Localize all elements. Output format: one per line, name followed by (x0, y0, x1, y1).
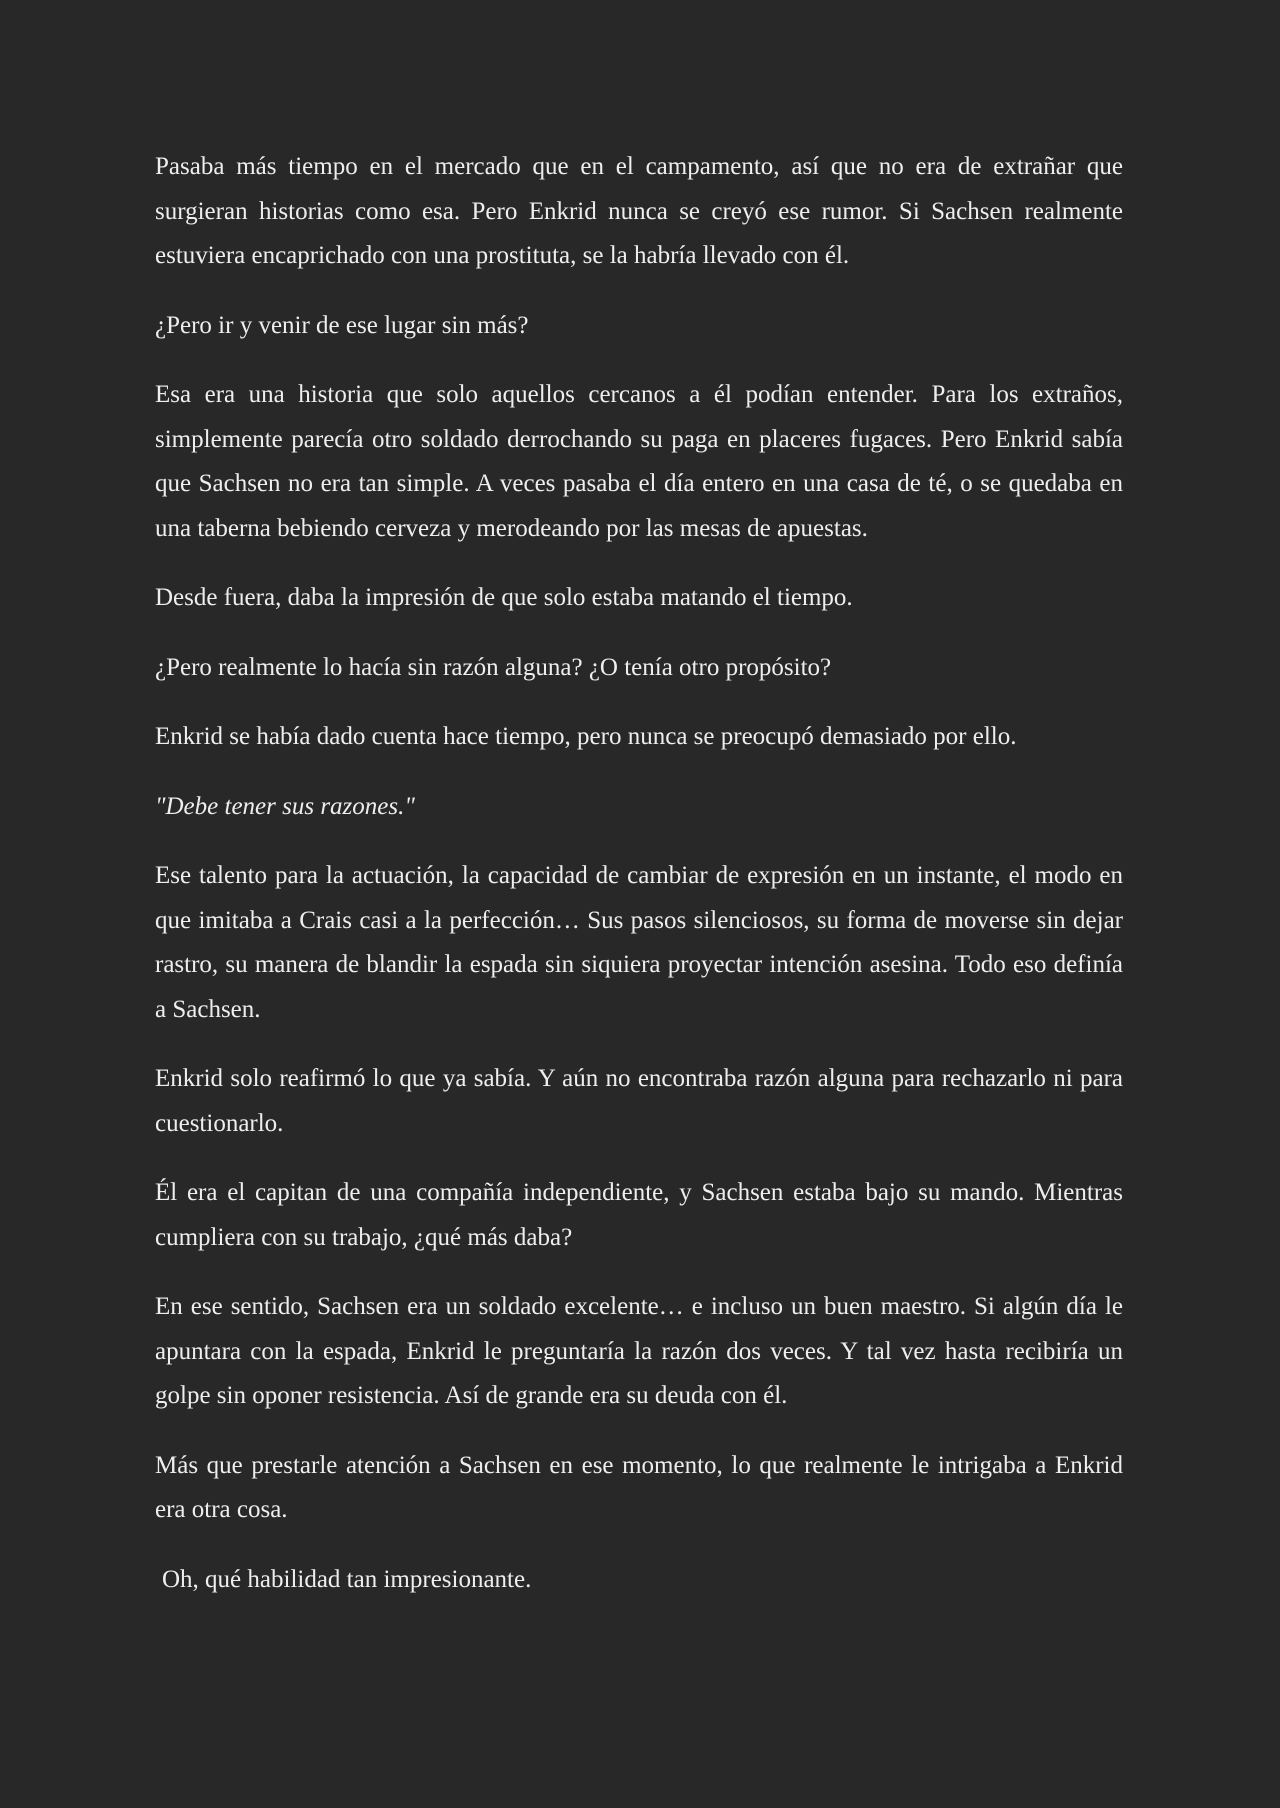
paragraph-5: ¿Pero realmente lo hacía sin razón alguna? ¿O tenía otro propósito? (155, 653, 832, 681)
paragraph-8: Ese talento para la actuación, la capacidad de cambiar de expresión en un instante, el modo en que imitaba a Crais casi a la perfección… Sus pasos silenciosos, su forma de moverse sin dejar rastro, su manera de blandir la espada sin siquiera proyectar intención asesina. Todo eso definía a Sachsen. (155, 862, 1123, 1023)
paragraph-4: Desde fuera, daba la impresión de que solo estaba matando el tiempo. (155, 584, 853, 611)
paragraph-12: Más que prestarle atención a Sachsen en ese momento, lo que realmente le intrigaba a Enkrid era otra cosa. (155, 1451, 1123, 1523)
paragraph-3: Esa era una historia que solo aquellos cercanos a él podían entender. Para los extraños, simplemente parecía otro soldado derrochando su paga en placeres fugaces. Pero Enkrid sabía que Sachsen no era tan simple. A veces pasaba el día entero en una casa de té, o se quedaba en una taberna bebiendo cerveza y merodeando por las mesas de apuestas. (155, 381, 1123, 542)
paragraph-6: Enkrid se había dado cuenta hace tiempo, pero nunca se preocupó demasiado por ello. (155, 723, 1017, 750)
paragraph-1: Pasaba más tiempo en el mercado que en el campamento, así que no era de extrañar que surgieran historias como esa. Pero Enkrid nunca se creyó ese rumor. Si Sachsen realmente estuviera encaprichado con una prostituta, se la habría llevado con él. (155, 153, 1123, 269)
paragraph-13: Oh, qué habilidad tan impresionante. (162, 1565, 532, 1593)
paragraph-11: En ese sentido, Sachsen era un soldado excelente… e incluso un buen maestro. Si algún día le apuntara con la espada, Enkrid le preguntaría la razón dos veces. Y tal vez hasta recibiría un golpe sin oponer resistencia. Así de grande era su deuda con él. (155, 1293, 1123, 1409)
paragraph-2: ¿Pero ir y venir de ese lugar sin más? (155, 311, 529, 339)
paragraph-10: Él era el capitan de una compañía independiente, y Sachsen estaba bajo su mando. Mientras cumpliera con su trabajo, ¿qué más daba? (155, 1179, 1123, 1251)
paragraph-9: Enkrid solo reafirmó lo que ya sabía. Y aún no encontraba razón alguna para rechazarlo ni para cuestionarlo. (155, 1065, 1123, 1137)
paragraph-7-thought: "Debe tener sus razones." (155, 792, 415, 820)
document-body (155, 145, 1123, 1627)
